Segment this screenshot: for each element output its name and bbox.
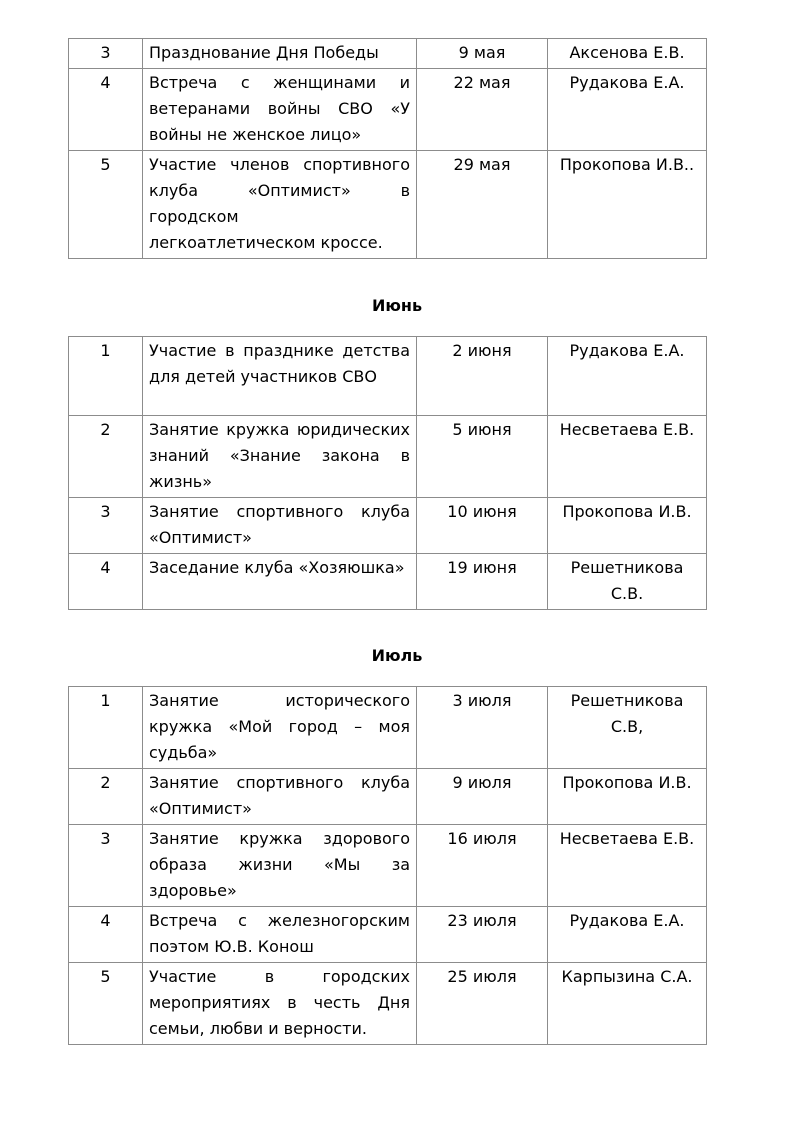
- event-title: Встреча с железногорским поэтом Ю.В. Конош: [143, 907, 417, 963]
- event-date: 9 июля: [417, 769, 548, 825]
- row-number: 3: [69, 825, 143, 907]
- responsible-person: Рудакова Е.А.: [548, 69, 707, 151]
- event-date: 25 июля: [417, 963, 548, 1045]
- event-title: Празднование Дня Победы: [143, 39, 417, 69]
- table-row: [69, 687, 707, 769]
- table-row: [69, 825, 707, 907]
- event-title: Занятие спортивного клуба «Оптимист»: [143, 498, 417, 554]
- row-number: 3: [69, 498, 143, 554]
- table-row: [69, 554, 707, 610]
- row-number: 1: [69, 687, 143, 769]
- event-title: Участие членов спортивного клуба «Оптимист» в городском легкоатлетическом кроссе.: [143, 151, 417, 259]
- event-date: 10 июня: [417, 498, 548, 554]
- table-row: [69, 907, 707, 963]
- month-heading-june: Июнь: [371, 296, 423, 315]
- event-title: Занятие кружка здорового образа жизни «Мы за здоровье»: [143, 825, 417, 907]
- responsible-person: Несветаева Е.В.: [548, 825, 707, 907]
- event-date: 16 июля: [417, 825, 548, 907]
- event-title: Встреча с женщинами и ветеранами войны СВО «У войны не женское лицо»: [143, 69, 417, 151]
- table-row: [69, 151, 707, 259]
- responsible-person: Решетникова С.В,: [548, 687, 707, 769]
- event-date: 23 июля: [417, 907, 548, 963]
- row-number: 2: [69, 769, 143, 825]
- event-date: 3 июля: [417, 687, 548, 769]
- responsible-person: Карпызина С.А.: [548, 963, 707, 1045]
- responsible-person: Решетникова С.В.: [548, 554, 707, 610]
- event-title: Участие в городских мероприятиях в честь Дня семьи, любви и верности.: [143, 963, 417, 1045]
- responsible-person: Прокопова И.В.: [548, 498, 707, 554]
- responsible-person: Прокопова И.В..: [548, 151, 707, 259]
- event-date: 29 мая: [417, 151, 548, 259]
- table-row: [69, 498, 707, 554]
- event-date: 5 июня: [417, 416, 548, 498]
- responsible-person: Рудакова Е.А.: [548, 337, 707, 416]
- row-number: 1: [69, 337, 143, 416]
- table-row: [69, 963, 707, 1045]
- event-title: Занятие спортивного клуба «Оптимист»: [143, 769, 417, 825]
- row-number: 4: [69, 554, 143, 610]
- event-title: Занятие кружка юридических знаний «Знание закона в жизнь»: [143, 416, 417, 498]
- event-title: Участие в празднике детства для детей участников СВО: [143, 337, 417, 416]
- event-date: 22 мая: [417, 69, 548, 151]
- responsible-person: Прокопова И.В.: [548, 769, 707, 825]
- event-title: Заседание клуба «Хозяюшка»: [143, 554, 417, 610]
- row-number: 5: [69, 963, 143, 1045]
- table-row: [69, 69, 707, 151]
- june-events-table: [68, 336, 707, 610]
- month-heading-july: Июль: [371, 646, 423, 665]
- responsible-person: Рудакова Е.А.: [548, 907, 707, 963]
- event-title: Занятие исторического кружка «Мой город – моя судьба»: [143, 687, 417, 769]
- row-number: 3: [69, 39, 143, 69]
- event-date: 2 июня: [417, 337, 548, 416]
- responsible-person: Аксенова Е.В.: [548, 39, 707, 69]
- event-date: 9 мая: [417, 39, 548, 69]
- row-number: 2: [69, 416, 143, 498]
- table-row: [69, 416, 707, 498]
- row-number: 4: [69, 69, 143, 151]
- row-number: 4: [69, 907, 143, 963]
- may-events-table: [68, 38, 707, 259]
- july-events-table: [68, 686, 707, 1045]
- row-number: 5: [69, 151, 143, 259]
- event-date: 19 июня: [417, 554, 548, 610]
- responsible-person: Несветаева Е.В.: [548, 416, 707, 498]
- table-row: [69, 769, 707, 825]
- table-row: [69, 39, 707, 69]
- table-row: [69, 337, 707, 416]
